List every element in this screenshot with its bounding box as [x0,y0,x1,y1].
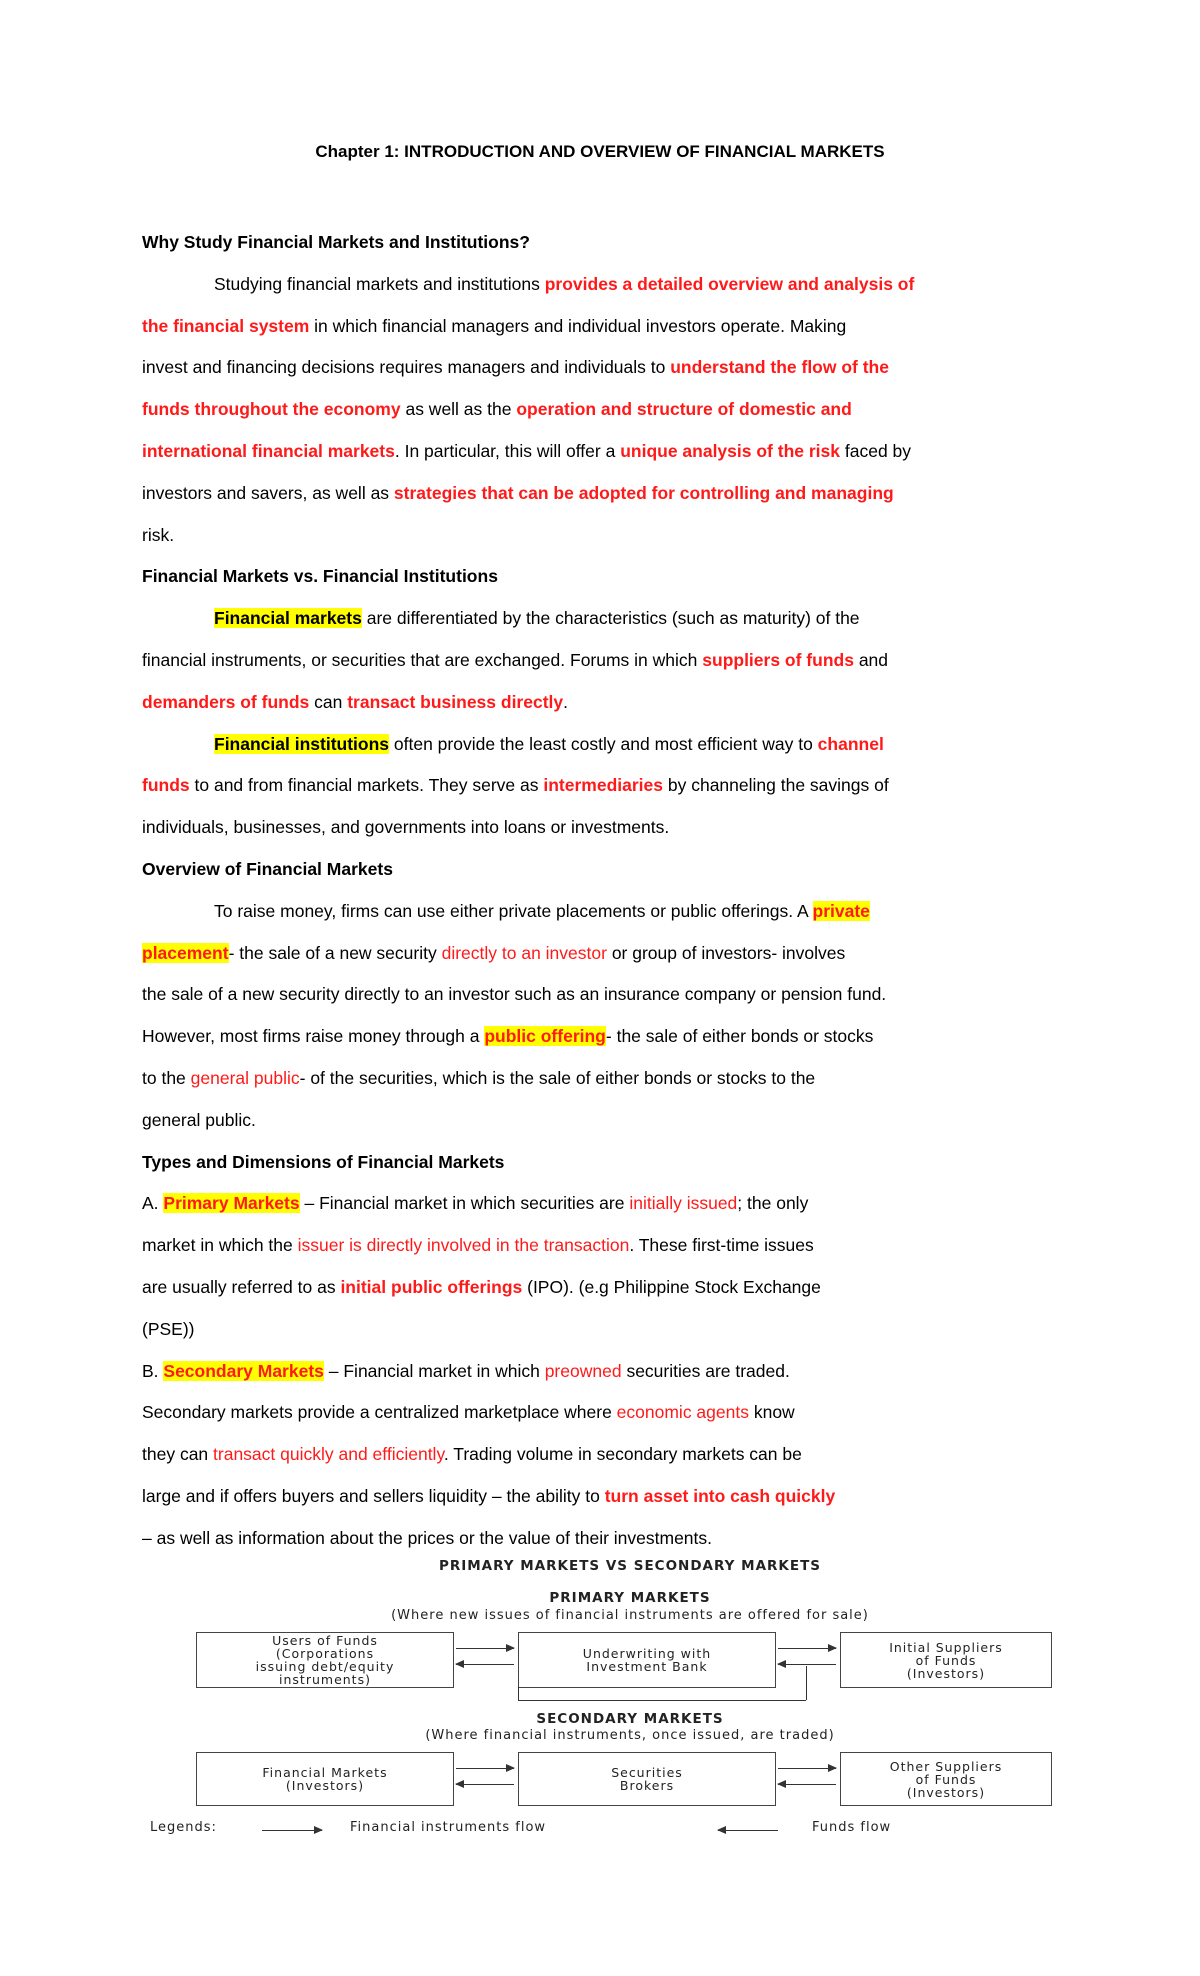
connector-line [806,1666,807,1700]
text-line: (PSE)) [142,1318,195,1339]
instrument-flow-arrow [456,1768,514,1769]
text-line: placement- the sale of a new security directly to an investor or group of investors- involves [142,942,846,963]
text-line: to the general public- of the securities, which is the sale of either bonds or stocks to the [142,1067,816,1088]
funds-flow-arrow [778,1784,836,1785]
connector-line [518,1686,519,1700]
primary-markets-subtitle: (Where new issues of financial instruments are offered for sale) [391,1608,869,1623]
legend-funds-arrow [718,1830,778,1831]
secondary-markets-title: SECONDARY MARKETS [536,1711,724,1727]
text-line: international financial markets. In particular, this will offer a unique analysis of the risk faced by [142,440,912,461]
section-heading: Overview of Financial Markets [142,858,393,879]
connector-line [518,1700,806,1701]
text-line: – as well as information about the prices or the value of their investments. [142,1527,713,1548]
markets-diagram [150,1558,1070,1848]
instrument-flow-arrow [456,1648,514,1649]
text-line: general public. [142,1109,256,1130]
document-body [142,222,1072,1560]
secondary-markets-subtitle: (Where financial instruments, once issued, are traded) [425,1728,835,1743]
text-line: Studying financial markets and institutions provides a detailed overview and analysis of [214,273,915,294]
text-line: financial instruments, or securities that are exchanged. Forums in which suppliers of funds and [142,649,889,670]
text-line: B. Secondary Markets – Financial market in which preowned securities are traded. [142,1360,790,1381]
users-of-funds-box: Users of Funds (Corporations issuing debt/equity instruments) [196,1632,454,1688]
text-line: large and if offers buyers and sellers liquidity – the ability to turn asset into cash quickly [142,1485,836,1506]
chapter-title: Chapter 1: INTRODUCTION AND OVERVIEW OF FINANCIAL MARKETS [315,142,885,161]
text-line: the financial system in which financial managers and individual investors operate. Making [142,315,847,336]
legend-instruments-text: Financial instruments flow [350,1820,547,1835]
legend-instrument-arrow [262,1830,322,1831]
text-line: the sale of a new security directly to an investor such as an insurance company or pension fund. [142,984,887,1005]
text-line: Financial markets are differentiated by the characteristics (such as maturity) of the [214,608,860,629]
initial-suppliers-box: Initial Suppliers of Funds (Investors) [840,1632,1052,1688]
text-line: demanders of funds can transact business directly. [142,691,568,712]
text-line: To raise money, firms can use either private placements or public offerings. A private [214,900,870,921]
text-line: invest and financing decisions requires managers and individuals to understand the flow of the [142,357,889,378]
financial-markets-box: Financial Markets (Investors) [196,1752,454,1806]
section-heading: Why Study Financial Markets and Institutions? [142,232,530,252]
instrument-flow-arrow [778,1648,836,1649]
securities-brokers-box: Securities Brokers [518,1752,776,1806]
text-line: market in which the issuer is directly involved in the transaction. These first-time issues [142,1235,814,1256]
diagram-title: PRIMARY MARKETS VS SECONDARY MARKETS [438,1558,822,1574]
underwriting-box: Underwriting with Investment Bank [518,1632,776,1688]
funds-flow-arrow [456,1784,514,1785]
text-line: they can transact quickly and efficiently. Trading volume in secondary markets can be [142,1444,802,1465]
text-line: investors and savers, as well as strategies that can be adopted for controlling and managing [142,482,894,503]
text-line: A. Primary Markets – Financial market in which securities are initially issued; the only [142,1193,809,1214]
text-line: However, most firms raise money through a public offering- the sale of either bonds or stocks [142,1026,874,1047]
section-heading: Types and Dimensions of Financial Markets [142,1151,505,1172]
text-line: Secondary markets provide a centralized marketplace where economic agents know [142,1402,795,1423]
other-suppliers-box: Other Suppliers of Funds (Investors) [840,1752,1052,1806]
text-line: risk. [142,524,175,545]
legend-funds-text: Funds flow [812,1820,892,1835]
legend-label: Legends: [150,1820,217,1835]
primary-markets-title: PRIMARY MARKETS [549,1590,711,1606]
text-line: funds throughout the economy as well as the operation and structure of domestic and [142,399,852,420]
section-heading: Financial Markets vs. Financial Institutions [142,566,498,587]
instrument-flow-arrow [778,1768,836,1769]
text-line: individuals, businesses, and governments into loans or investments. [142,817,670,838]
funds-flow-arrow [778,1664,836,1665]
funds-flow-arrow [456,1664,514,1665]
text-line: funds to and from financial markets. They serve as intermediaries by channeling the savings of [142,775,889,796]
text-line: are usually referred to as initial public offerings (IPO). (e.g Philippine Stock Exchange [142,1276,821,1297]
text-line: Financial institutions often provide the least costly and most efficient way to channel [214,733,884,754]
